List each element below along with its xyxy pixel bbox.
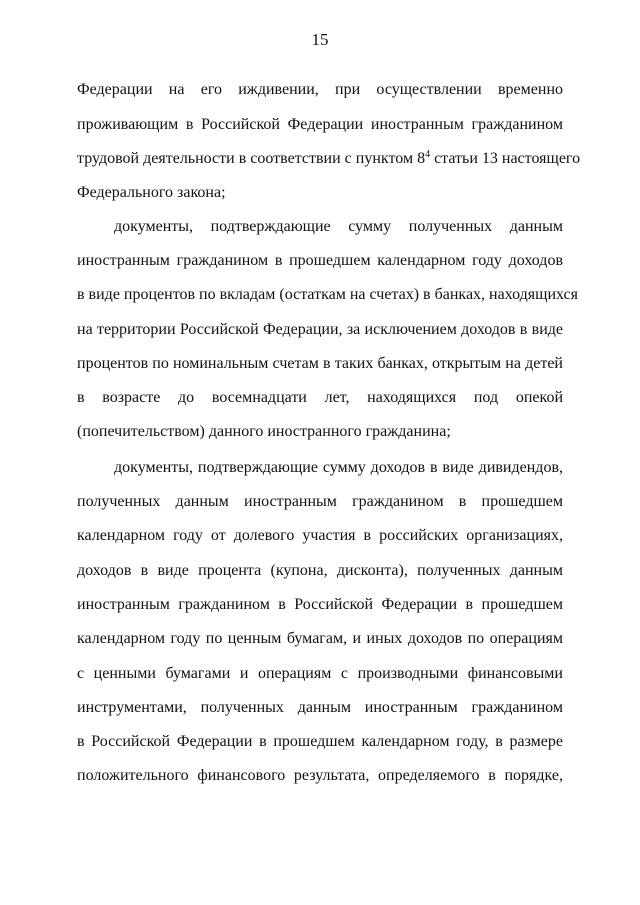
text-line: проживающим в Российской Федерации иностранным гражданином bbox=[77, 116, 563, 133]
text-line: Федерального закона; bbox=[77, 184, 226, 201]
text-line-with-superscript bbox=[77, 149, 581, 169]
superscript: 4 bbox=[425, 149, 431, 160]
text-line: в Российской Федерации в прошедшем календарном году, в размере bbox=[77, 733, 563, 750]
text-line: (попечительством) данного иностранного гражданина; bbox=[77, 423, 451, 440]
text-line: календарном году по ценным бумагам, и иных доходов по операциям bbox=[77, 630, 563, 647]
text-line-part: статьи 13 настоящего bbox=[430, 150, 581, 167]
text-line: доходов в виде процента (купона, дисконта), полученных данным bbox=[77, 562, 563, 579]
text-line: положительного финансового результата, определяемого в порядке, bbox=[77, 767, 563, 784]
text-line: документы, подтверждающие сумму доходов в виде дивидендов, bbox=[114, 459, 563, 476]
text-line: документы, подтверждающие сумму полученных данным bbox=[114, 218, 563, 235]
text-line: в возрасте до восемнадцати лет, находящихся под опекой bbox=[77, 389, 563, 406]
text-line: в виде процентов по вкладам (остаткам на счетах) в банках, находящихся bbox=[77, 286, 579, 303]
text-line: инструментами, полученных данным иностранным гражданином bbox=[77, 699, 563, 716]
text-line: иностранным гражданином в прошедшем календарном году доходов bbox=[77, 252, 563, 269]
text-line: Федерации на его иждивении, при осуществлении временно bbox=[77, 81, 563, 98]
text-line: на территории Российской Федерации, за исключением доходов в виде bbox=[77, 321, 563, 338]
text-line: с ценными бумагами и операциям с производными финансовыми bbox=[77, 665, 563, 682]
page-number: 15 bbox=[311, 30, 329, 49]
text-line: календарном году от долевого участия в российских организациях, bbox=[77, 527, 563, 544]
text-line-part: трудовой деятельности в соответствии с пунктом 8 bbox=[77, 150, 426, 167]
text-line: полученных данным иностранным гражданином в прошедшем bbox=[77, 493, 563, 510]
text-line: процентов по номинальным счетам в таких банках, открытым на детей bbox=[77, 355, 563, 372]
text-line: иностранным гражданином в Российской Федерации в прошедшем bbox=[77, 596, 563, 613]
